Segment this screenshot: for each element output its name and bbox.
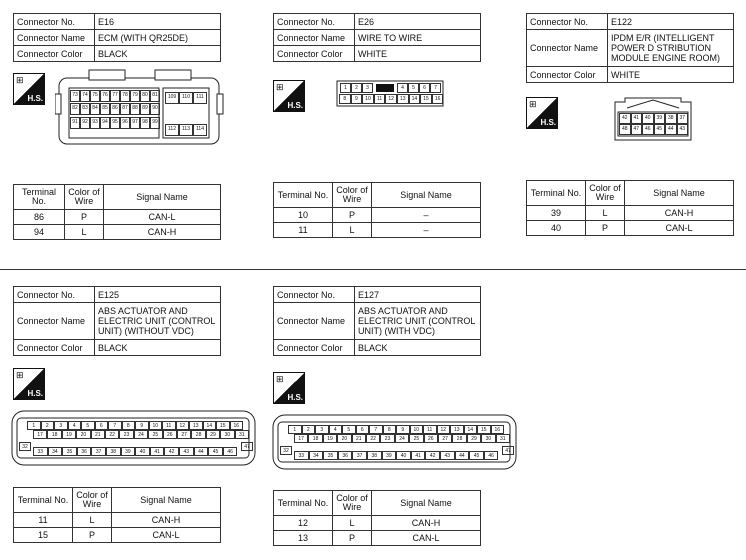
pin-label: 13: [189, 421, 203, 430]
pin-label: 8: [339, 94, 351, 104]
pin-label: 40: [396, 451, 411, 460]
pin-label: 43: [677, 124, 689, 135]
pin-label: 43: [440, 451, 455, 460]
e122-terminal-table: [526, 180, 734, 236]
signal-cell: CAN-L: [625, 221, 734, 236]
pin-label: 18: [47, 430, 61, 439]
pin-label: 23: [119, 430, 133, 439]
table-row: [527, 221, 734, 236]
connector-name-value: ABS ACTUATOR AND ELECTRIC UNIT (CONTROL UNIT) (WITHOUT VDC): [95, 303, 221, 340]
pin-label: 90: [150, 103, 160, 115]
color-of-wire-header: Color of Wire: [73, 488, 112, 513]
pin-label: 25: [148, 430, 162, 439]
connector-no-label: Connector No.: [274, 14, 355, 30]
connector-color-value: BLACK: [95, 46, 221, 62]
pin-label: 39: [654, 113, 666, 124]
pin-label: 12: [385, 94, 397, 104]
section-divider: [0, 269, 746, 270]
terminal-no-header: Terminal No.: [274, 491, 333, 516]
pin-label: 37: [352, 451, 367, 460]
pin-label: 31: [235, 430, 249, 439]
pin-label: 15: [477, 425, 491, 434]
color-of-wire-header: Color of Wire: [65, 185, 104, 210]
e125-terminal-table: [13, 487, 221, 543]
table-row: [14, 528, 221, 543]
signal-cell: CAN-H: [112, 513, 221, 528]
connector-no-label: Connector No.: [274, 287, 355, 303]
table-row: [14, 210, 221, 225]
pin-label: 2: [41, 421, 55, 430]
connector-color-value: BLACK: [95, 340, 221, 356]
pin-label: 23: [380, 434, 394, 443]
pin-label: 89: [140, 103, 150, 115]
pin-label: 44: [194, 447, 209, 456]
pin-label: 45: [208, 447, 223, 456]
signal-cell: CAN-H: [625, 206, 734, 221]
pin-label: 112: [165, 124, 179, 136]
pin-label: 38: [665, 113, 677, 124]
harness-side-label: H.S.: [287, 393, 303, 402]
pin-label: 16: [230, 421, 244, 430]
pin-label: 18: [308, 434, 322, 443]
pin-label: 41: [411, 451, 426, 460]
connector-name-label: Connector Name: [274, 303, 355, 340]
connector-name-label: Connector Name: [274, 30, 355, 46]
harness-side-label: H.S.: [287, 101, 303, 110]
pin-label: 22: [105, 430, 119, 439]
pin-label: 10: [362, 94, 374, 104]
pin-label: 47: [241, 442, 253, 451]
pin-label: 4: [397, 83, 408, 93]
pin-label: 75: [90, 90, 100, 102]
pin-label: 7: [430, 83, 441, 93]
pin-label: 77: [110, 90, 120, 102]
pin-label: 86: [110, 103, 120, 115]
pin-label: 5: [342, 425, 356, 434]
connector-color-value: WHITE: [608, 67, 734, 83]
pin-label: 25: [409, 434, 423, 443]
pin-label: 14: [464, 425, 478, 434]
pin-label: 11: [423, 425, 437, 434]
pin-label: 26: [163, 430, 177, 439]
pin-label: 73: [70, 90, 80, 102]
pin-label: 9: [351, 94, 363, 104]
wire-color-cell: P: [73, 528, 112, 543]
pin-label: 28: [191, 430, 205, 439]
signal-cell: CAN-L: [112, 528, 221, 543]
pin-label: 13: [450, 425, 464, 434]
pin-label: 74: [80, 90, 90, 102]
pin-label: 47: [502, 446, 514, 455]
pin-label: 34: [309, 451, 324, 460]
wire-color-cell: P: [586, 221, 625, 236]
pin-label: 3: [54, 421, 68, 430]
pin-label: 92: [80, 117, 90, 129]
signal-cell: CAN-H: [372, 516, 481, 531]
pin-label: 110: [179, 92, 193, 104]
pin-label: 34: [48, 447, 63, 456]
terminal-cell: 10: [274, 208, 333, 223]
harness-side-icon: [273, 80, 305, 112]
pin-label: 98: [140, 117, 150, 129]
pin-label: 76: [100, 90, 110, 102]
pin-label: 4: [329, 425, 343, 434]
table-row: [527, 206, 734, 221]
pin-label: 5: [81, 421, 95, 430]
harness-side-label: H.S.: [540, 118, 556, 127]
signal-name-header: Signal Name: [372, 491, 481, 516]
e16-terminal-table: [13, 184, 221, 240]
table-row: [274, 531, 481, 546]
pin-label: 33: [294, 451, 309, 460]
connector-no-value: E122: [608, 14, 734, 30]
pin-label: 21: [91, 430, 105, 439]
connector-icon: ⊞: [276, 374, 284, 384]
pin-label: 96: [120, 117, 130, 129]
pin-label: 19: [62, 430, 76, 439]
signal-name-header: Signal Name: [625, 181, 734, 206]
connector-color-label: Connector Color: [14, 340, 95, 356]
pin-label: 37: [677, 113, 689, 124]
pin-label: 43: [179, 447, 194, 456]
connector-name-value: IPDM E/R (INTELLIGENT POWER D STRIBUTION MODULE ENGINE ROOM): [608, 30, 734, 67]
pin-label: 28: [452, 434, 466, 443]
e127-connector-diagram: [272, 414, 518, 472]
terminal-cell: 39: [527, 206, 586, 221]
e16-info-table: [13, 13, 221, 62]
pin-label: 114: [193, 124, 207, 136]
pin-label: 47: [631, 124, 643, 135]
wire-color-cell: P: [333, 208, 372, 223]
pin-label: 32: [19, 442, 31, 451]
table-row: [274, 223, 481, 238]
pin-label: 30: [220, 430, 234, 439]
pin-label: 42: [164, 447, 179, 456]
pin-label: 87: [120, 103, 130, 115]
pin-label: 17: [33, 430, 47, 439]
pin-label: 113: [179, 124, 193, 136]
harness-side-label: H.S.: [27, 94, 43, 103]
pin-label: 44: [665, 124, 677, 135]
terminal-cell: 94: [14, 225, 65, 240]
pin-label: 26: [424, 434, 438, 443]
pin-label: 22: [366, 434, 380, 443]
pin-label: 8: [122, 421, 136, 430]
e127-info-table: [273, 286, 481, 356]
pin-label: 45: [654, 124, 666, 135]
pin-label: 45: [469, 451, 484, 460]
pin-label: 24: [134, 430, 148, 439]
pin-label: 46: [223, 447, 238, 456]
pin-label: 1: [340, 83, 351, 93]
terminal-cell: 11: [274, 223, 333, 238]
connector-name-label: Connector Name: [14, 30, 95, 46]
pin-label: 2: [302, 425, 316, 434]
terminal-cell: 11: [14, 513, 73, 528]
connector-no-label: Connector No.: [14, 14, 95, 30]
pin-label: 42: [619, 113, 631, 124]
pin-label: 14: [203, 421, 217, 430]
wire-color-cell: L: [65, 225, 104, 240]
signal-cell: CAN-L: [104, 210, 221, 225]
connector-name-value: WIRE TO WIRE: [355, 30, 481, 46]
terminal-cell: 15: [14, 528, 73, 543]
pin-label: 97: [130, 117, 140, 129]
pin-label: 37: [91, 447, 106, 456]
pin-label: 14: [409, 94, 421, 104]
color-of-wire-header: Color of Wire: [586, 181, 625, 206]
pin-label: 38: [106, 447, 121, 456]
wire-color-cell: L: [586, 206, 625, 221]
e125-connector-diagram: [11, 410, 257, 468]
pin-label: 1: [288, 425, 302, 434]
terminal-cell: 13: [274, 531, 333, 546]
pin-label: 95: [110, 117, 120, 129]
pin-label: 79: [130, 90, 140, 102]
connector-no-value: E125: [95, 287, 221, 303]
pin-label: 4: [68, 421, 82, 430]
connector-no-value: E127: [355, 287, 481, 303]
pin-label: 99: [150, 117, 160, 129]
terminal-cell: 40: [527, 221, 586, 236]
table-row: [14, 225, 221, 240]
connector-name-value: ABS ACTUATOR AND ELECTRIC UNIT (CONTROL UNIT) (WITH VDC): [355, 303, 481, 340]
pin-label: 109: [165, 92, 179, 104]
e122-info-table: [526, 13, 734, 83]
pin-label: 78: [120, 90, 130, 102]
connector-color-label: Connector Color: [274, 340, 355, 356]
e26-info-table: [273, 13, 481, 62]
pin-label: 7: [369, 425, 383, 434]
pin-label: 42: [425, 451, 440, 460]
terminal-cell: 86: [14, 210, 65, 225]
wire-color-cell: L: [333, 223, 372, 238]
connector-color-value: WHITE: [355, 46, 481, 62]
signal-name-header: Signal Name: [112, 488, 221, 513]
pin-label: 39: [382, 451, 397, 460]
connector-name-label: Connector Name: [14, 303, 95, 340]
pin-label: 44: [455, 451, 470, 460]
pin-label: 80: [140, 90, 150, 102]
pin-label: 6: [95, 421, 109, 430]
connector-color-label: Connector Color: [14, 46, 95, 62]
pin-label: 3: [362, 83, 373, 93]
terminal-no-header: Terminal No.: [274, 183, 333, 208]
pin-label: 41: [631, 113, 643, 124]
connector-icon: ⊞: [529, 99, 537, 109]
pin-label: 33: [33, 447, 48, 456]
connector-no-label: Connector No.: [527, 14, 608, 30]
harness-side-label: H.S.: [27, 389, 43, 398]
wire-color-cell: L: [73, 513, 112, 528]
e26-terminal-table: [273, 182, 481, 238]
pin-label: 8: [383, 425, 397, 434]
pin-label: 3: [315, 425, 329, 434]
color-of-wire-header: Color of Wire: [333, 491, 372, 516]
pin-label: 11: [162, 421, 176, 430]
pin-label: 27: [177, 430, 191, 439]
wire-color-cell: P: [333, 531, 372, 546]
pin-label: 111: [193, 92, 207, 104]
connector-icon: ⊞: [16, 75, 24, 85]
connector-color-value: BLACK: [355, 340, 481, 356]
pin-label: 81: [150, 90, 160, 102]
wire-color-cell: L: [333, 516, 372, 531]
pin-label: 15: [420, 94, 432, 104]
pin-label: 20: [337, 434, 351, 443]
pin-label: 24: [395, 434, 409, 443]
pin-label: 6: [419, 83, 430, 93]
pin-label: 19: [323, 434, 337, 443]
pin-label: 40: [135, 447, 150, 456]
pin-label: 16: [432, 94, 444, 104]
pin-label: 82: [70, 103, 80, 115]
pin-label: 31: [496, 434, 510, 443]
terminal-no-header: Terminal No.: [527, 181, 586, 206]
pin-label: 35: [323, 451, 338, 460]
pin-label: 11: [374, 94, 386, 104]
pin-label: 20: [76, 430, 90, 439]
pin-label: 83: [80, 103, 90, 115]
pin-label: 12: [176, 421, 190, 430]
connector-icon: ⊞: [276, 82, 284, 92]
pin-label: 38: [367, 451, 382, 460]
connector-icon: ⊞: [16, 370, 24, 380]
connector-no-value: E26: [355, 14, 481, 30]
connector-no-label: Connector No.: [14, 287, 95, 303]
pin-label: 10: [410, 425, 424, 434]
pin-label: 40: [642, 113, 654, 124]
connector-color-label: Connector Color: [274, 46, 355, 62]
pin-label: 36: [77, 447, 92, 456]
terminal-no-header: Terminal No.: [14, 488, 73, 513]
harness-side-icon: [526, 97, 558, 129]
pin-label: 91: [70, 117, 80, 129]
signal-cell: CAN-H: [104, 225, 221, 240]
pin-label: 48: [619, 124, 631, 135]
pin-label: 7: [108, 421, 122, 430]
pin-label: 46: [484, 451, 499, 460]
pin-label: 35: [62, 447, 77, 456]
pin-label: 21: [352, 434, 366, 443]
e125-info-table: [13, 286, 221, 356]
table-row: [274, 208, 481, 223]
pin-label: 85: [100, 103, 110, 115]
pin-label: 9: [135, 421, 149, 430]
harness-side-icon: [273, 372, 305, 404]
terminal-cell: 12: [274, 516, 333, 531]
pin-label: 94: [100, 117, 110, 129]
signal-name-header: Signal Name: [372, 183, 481, 208]
connector-color-label: Connector Color: [527, 67, 608, 83]
table-row: [14, 513, 221, 528]
pin-label: 1: [27, 421, 41, 430]
signal-cell: CAN-L: [372, 531, 481, 546]
pin-label: 29: [467, 434, 481, 443]
pin-label: 30: [481, 434, 495, 443]
pin-label: 17: [294, 434, 308, 443]
pin-label: 10: [149, 421, 163, 430]
pin-label: 36: [338, 451, 353, 460]
pin-label: 5: [408, 83, 419, 93]
pin-label: 13: [397, 94, 409, 104]
pin-label: 6: [356, 425, 370, 434]
pin-label: 16: [491, 425, 505, 434]
pin-label: 39: [121, 447, 136, 456]
e127-terminal-table: [273, 490, 481, 546]
table-row: [274, 516, 481, 531]
harness-side-icon: [13, 73, 45, 105]
pin-label: 15: [216, 421, 230, 430]
signal-cell: –: [372, 208, 481, 223]
pin-label: 12: [437, 425, 451, 434]
wire-color-cell: P: [65, 210, 104, 225]
connector-name-value: ECM (WITH QR25DE): [95, 30, 221, 46]
signal-name-header: Signal Name: [104, 185, 221, 210]
terminal-no-header: Terminal No.: [14, 185, 65, 210]
pin-label: 84: [90, 103, 100, 115]
pin-label: 32: [280, 446, 292, 455]
signal-cell: –: [372, 223, 481, 238]
pin-label: 88: [130, 103, 140, 115]
harness-side-icon: [13, 368, 45, 400]
pin-label: 2: [351, 83, 362, 93]
color-of-wire-header: Color of Wire: [333, 183, 372, 208]
connector-no-value: E16: [95, 14, 221, 30]
pin-label: 46: [642, 124, 654, 135]
connector-name-label: Connector Name: [527, 30, 608, 67]
pin-label: 41: [150, 447, 165, 456]
pin-label: 29: [206, 430, 220, 439]
pin-label: 27: [438, 434, 452, 443]
pin-label: 93: [90, 117, 100, 129]
pin-label: 9: [396, 425, 410, 434]
